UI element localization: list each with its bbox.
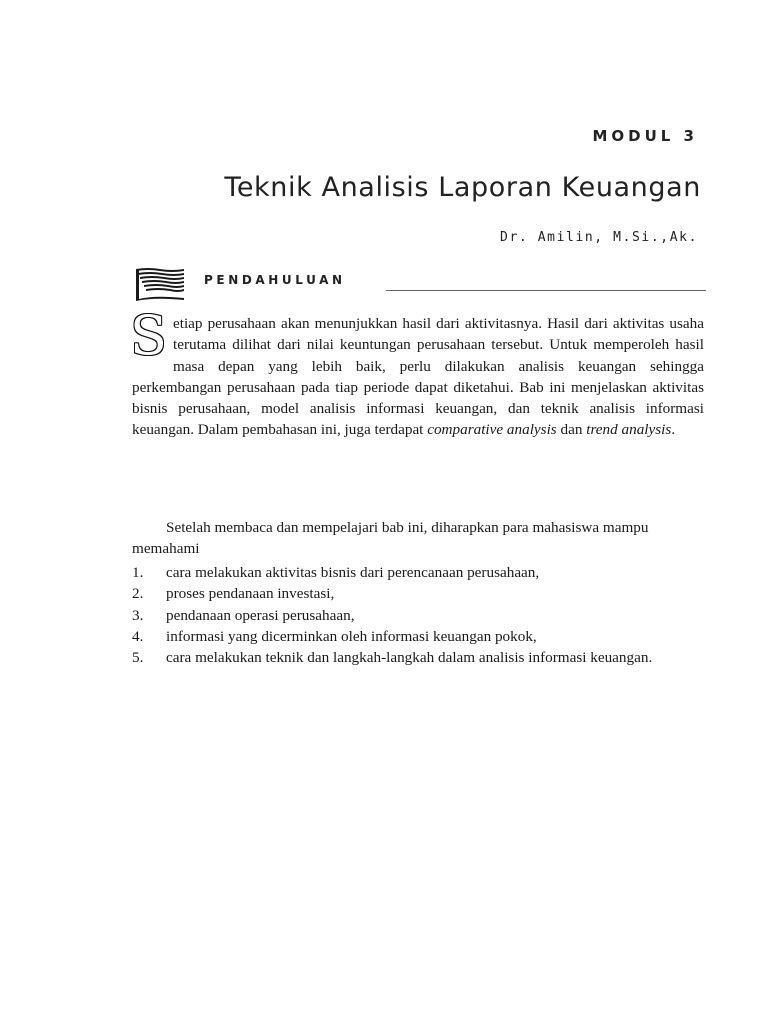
list-item-text: cara melakukan aktivitas bisnis dari perencanaan perusahaan,: [166, 564, 540, 581]
intro-emphasis: trend analysis: [586, 421, 672, 439]
objectives-list: [132, 562, 704, 668]
drop-cap: S: [130, 304, 167, 367]
book-pages-icon: [134, 266, 186, 302]
list-item-text: pendanaan operasi perusahaan,: [166, 606, 355, 624]
list-number: 5.: [132, 649, 144, 667]
section-divider: [386, 290, 706, 291]
list-item: [132, 605, 704, 626]
list-item: [132, 626, 704, 647]
intro-text: .: [671, 421, 676, 439]
list-item: [132, 562, 704, 583]
intro-text: etiap perusahaan akan menunjukkan hasil dari aktivitasnya. Hasil dari aktivitas usaha terutama dilihat dari nilai keuntungan perusahaan tersebut. Untuk memperoleh hasil masa depan yang lebih baik, perlu dilakukan analisis keuangan sehingga perkembangan perusahaan pada tiap periode dapat diketahui. Bab ini menjelaskan aktivitas bisnis perusahaan, model analisis informasi keuangan, dan teknik analisis informasi keuangan. Dalam pembahasan ini, juga terdapat: [132, 315, 704, 439]
list-item: [132, 583, 704, 604]
list-item: [132, 647, 704, 668]
intro-paragraph: [130, 304, 704, 441]
objectives-intro: Setelah membaca dan mempelajari bab ini, diharapkan para mahasiswa mampu memahami: [132, 519, 649, 558]
list-item-text: proses pendanaan investasi,: [166, 585, 335, 603]
module-label: MODUL 3: [592, 127, 698, 145]
author-line: Dr. Amilin, M.Si.,Ak.: [500, 230, 698, 245]
section-title: PENDAHULUAN: [204, 273, 346, 287]
list-item-text: cara melakukan teknik dan langkah-langkah dalam analisis informasi keuangan.: [166, 649, 653, 667]
list-number: 4.: [132, 627, 144, 645]
intro-text: dan: [556, 421, 587, 439]
intro-emphasis: comparative analysis: [427, 421, 557, 439]
list-item-text: informasi yang dicerminkan oleh informasi keuangan pokok,: [166, 627, 537, 645]
list-number: 2.: [132, 585, 144, 603]
list-number: 1.: [132, 564, 144, 581]
list-number: 3.: [132, 606, 144, 624]
page-title: Teknik Analisis Laporan Keuangan: [224, 172, 701, 203]
